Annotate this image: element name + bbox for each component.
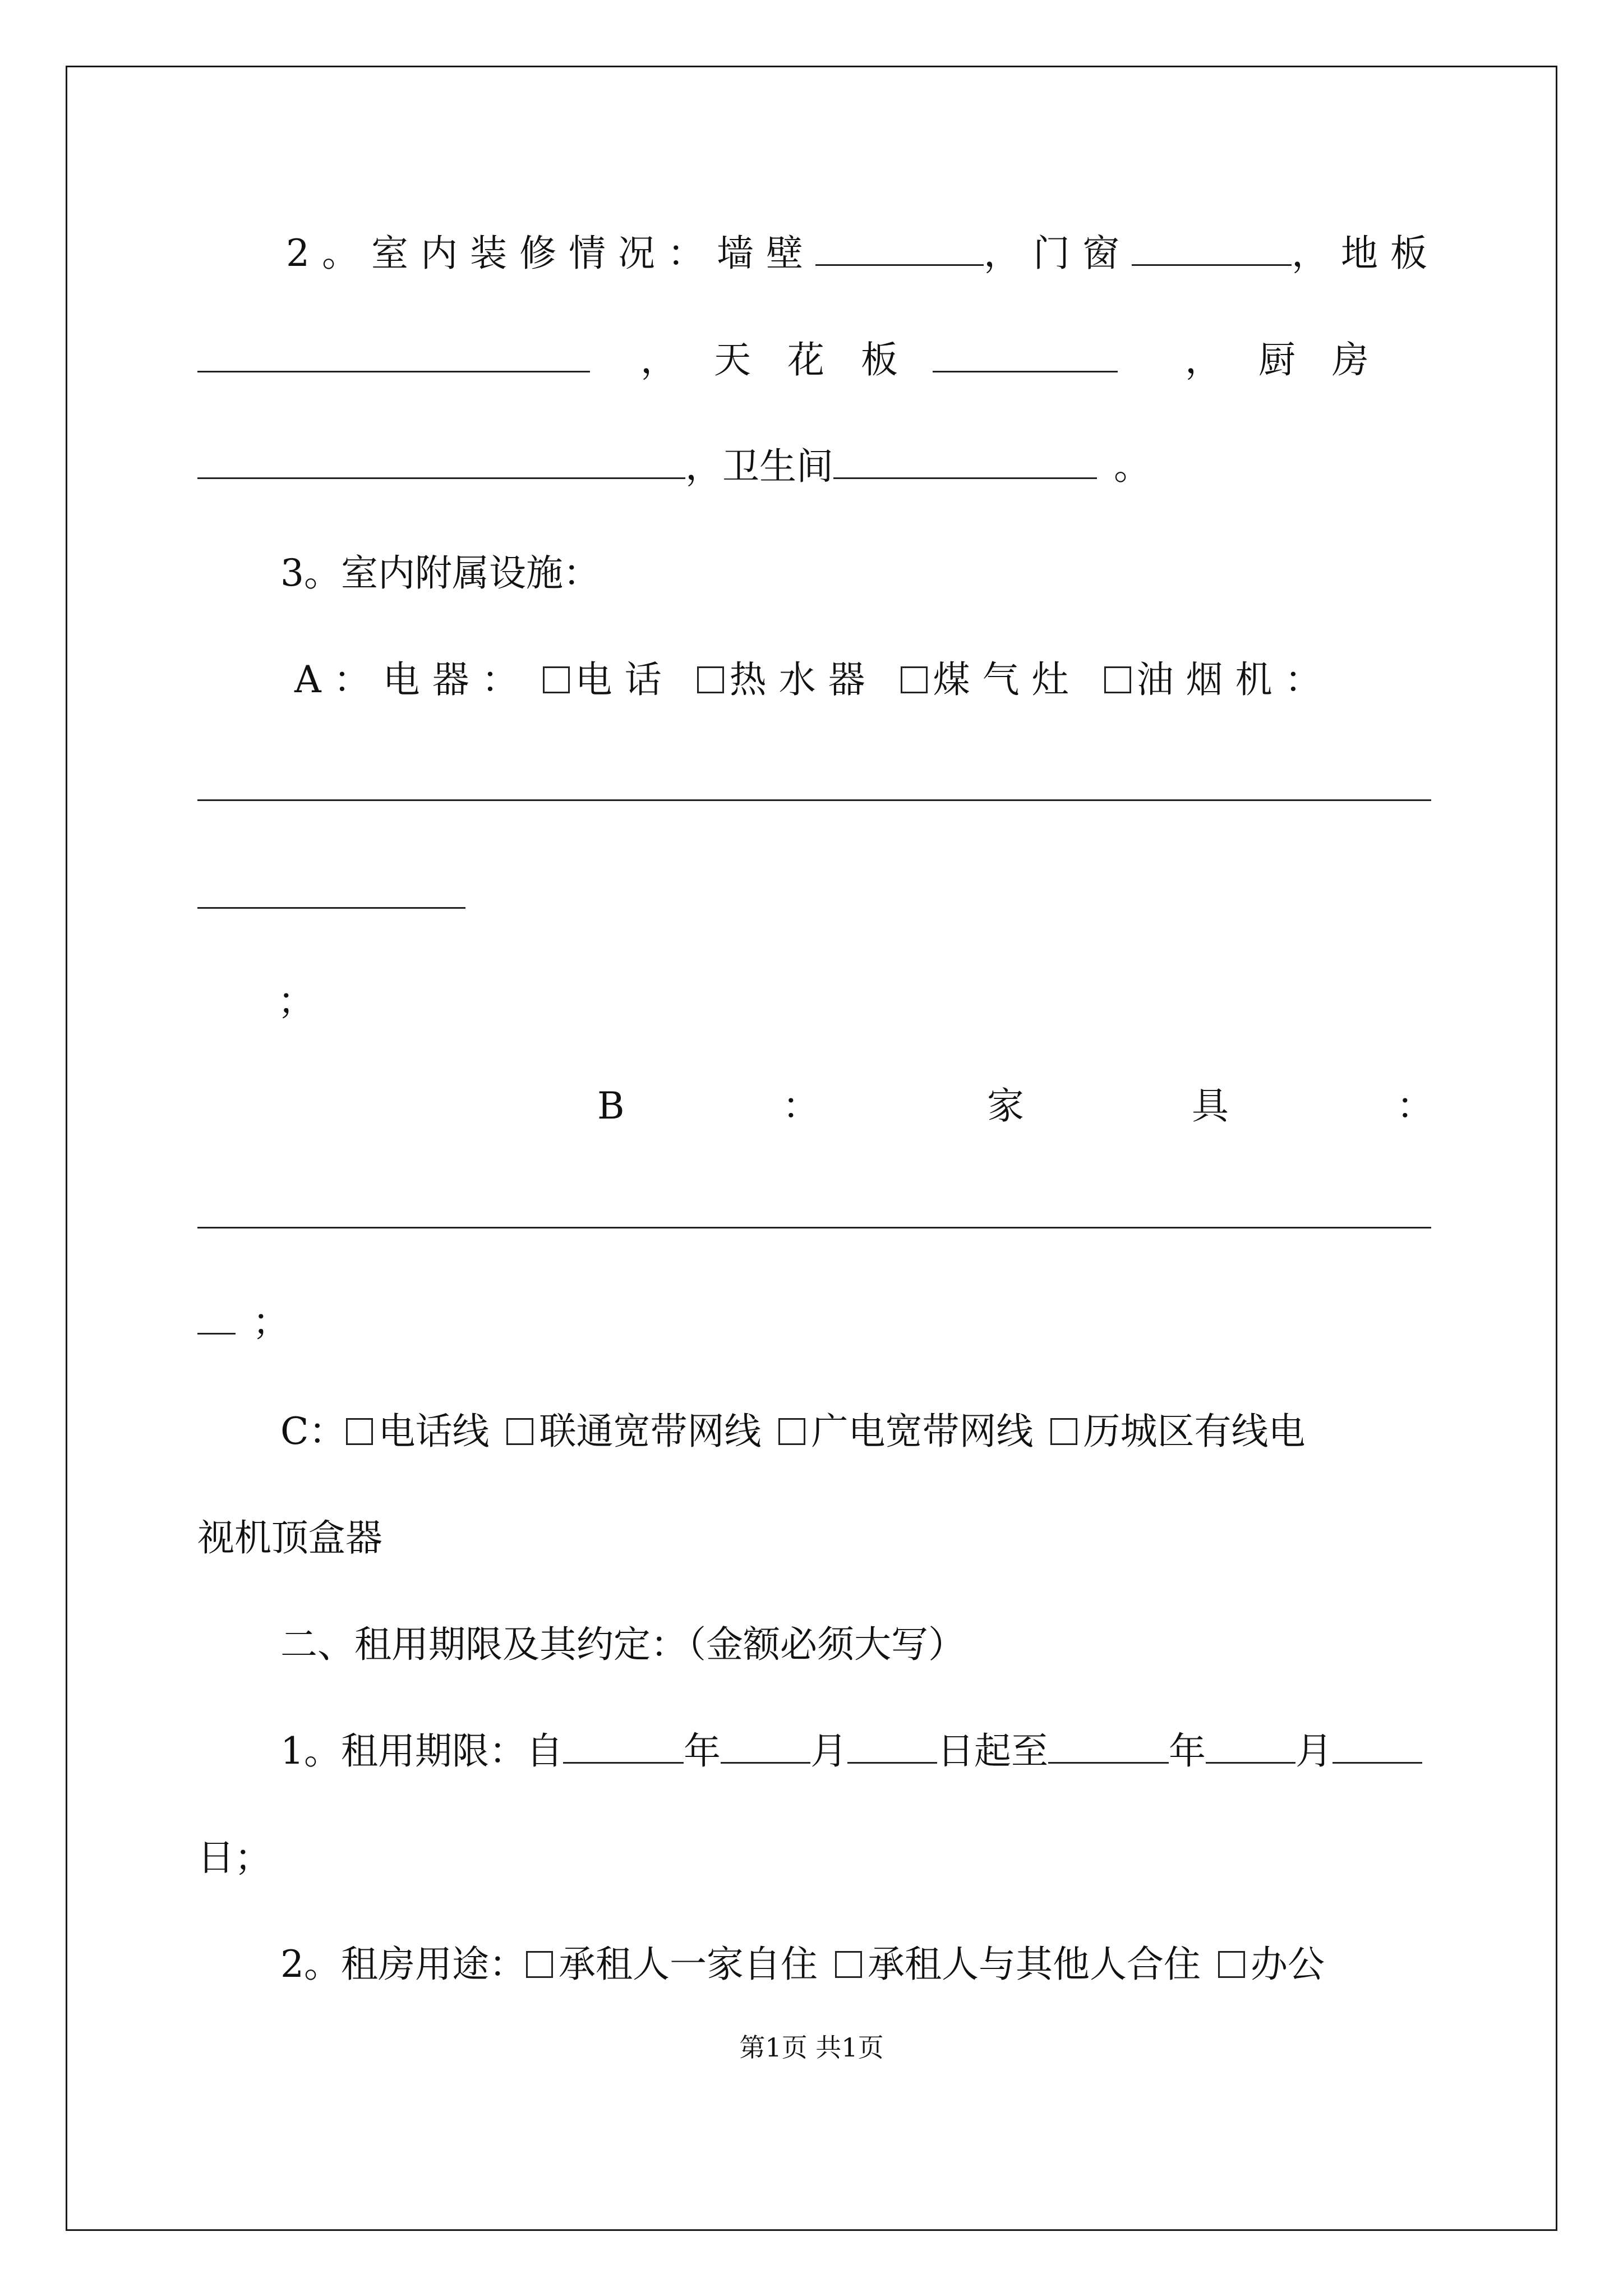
checkbox-range-hood[interactable] xyxy=(1104,666,1131,693)
blank-start-year[interactable] xyxy=(563,1729,684,1764)
cables-line xyxy=(280,1409,1305,1454)
text: 1。租用期限：自 xyxy=(280,1729,563,1773)
checkbox-label: 办公 xyxy=(1250,1943,1325,1986)
blank-bathroom[interactable] xyxy=(833,445,1097,479)
blank-start-day[interactable] xyxy=(847,1729,937,1764)
text: ，地板 xyxy=(1292,232,1440,275)
checkbox-water-heater[interactable] xyxy=(697,666,724,693)
cables-continued: 视机顶盒器 xyxy=(197,1516,382,1559)
appliances-label: A：电器： xyxy=(294,658,531,701)
blank-end-month[interactable] xyxy=(1206,1729,1295,1764)
appliances-line xyxy=(294,657,1334,702)
decoration-line-3 xyxy=(197,444,1151,489)
furniture-colon: ： xyxy=(782,1084,819,1128)
furniture-end xyxy=(197,1300,289,1345)
semicolon: ； xyxy=(252,1300,289,1343)
text: 年 xyxy=(1169,1729,1206,1773)
checkbox-label: 历城区有线电 xyxy=(1083,1410,1306,1453)
furniture-b: B xyxy=(597,1084,625,1128)
checkbox-label: 油烟机： xyxy=(1136,658,1334,701)
checkbox-phone-line[interactable] xyxy=(346,1418,373,1445)
furniture-jia: 家 xyxy=(987,1084,1024,1128)
blank-ceiling[interactable] xyxy=(933,338,1118,372)
section-title: 二、租用期限及其约定：（金额必须大写） xyxy=(280,1623,965,1666)
cables-label: C： xyxy=(280,1410,346,1453)
blank-kitchen[interactable] xyxy=(197,445,685,479)
furniture-ju: 具 xyxy=(1192,1084,1229,1128)
furniture-colon-2: ： xyxy=(1396,1084,1433,1128)
lease-term-line xyxy=(280,1729,1422,1774)
text: 月 xyxy=(810,1729,847,1773)
checkbox-label: 承租人与其他人合住 xyxy=(867,1943,1201,1986)
semicolon: ； xyxy=(278,979,315,1023)
checkbox-gas-stove[interactable] xyxy=(901,666,928,693)
blank-end-year[interactable] xyxy=(1048,1729,1169,1764)
checkbox-label: 煤气灶 xyxy=(933,658,1081,701)
checkbox-phone[interactable] xyxy=(543,666,570,693)
blank-start-month[interactable] xyxy=(721,1729,810,1764)
text: ， 天 花 板 xyxy=(640,338,910,381)
blank-line-furniture-2[interactable] xyxy=(197,1300,236,1335)
lease-term-end: 日； xyxy=(197,1836,271,1879)
text: 月 xyxy=(1295,1729,1332,1773)
checkbox-label: 广电宽带网线 xyxy=(811,1410,1034,1453)
text: 2。租房用途： xyxy=(280,1943,526,1986)
text: 年 xyxy=(684,1729,721,1773)
blank-wall[interactable] xyxy=(815,232,984,266)
text: 2。室内装修情况：墙壁 xyxy=(286,232,815,275)
checkbox-office-use[interactable] xyxy=(1218,1951,1245,1978)
page-border xyxy=(66,66,1557,2231)
checkbox-unicom-broadband[interactable] xyxy=(506,1418,533,1445)
facilities-title: 3。室内附属设施： xyxy=(280,551,600,595)
checkbox-label: 承租人一家自住 xyxy=(559,1943,818,1986)
checkbox-label: 联通宽带网线 xyxy=(539,1410,762,1453)
blank-end-day[interactable] xyxy=(1332,1729,1422,1764)
checkbox-label: 电话 xyxy=(575,658,674,701)
checkbox-label: 热水器 xyxy=(729,658,878,701)
blank-line-appliances-2[interactable] xyxy=(197,907,465,909)
checkbox-cable-tv[interactable] xyxy=(1050,1418,1077,1445)
decoration-line-2 xyxy=(197,338,1381,383)
text: ， 厨 房 xyxy=(1184,338,1381,381)
blank-floor[interactable] xyxy=(197,338,590,372)
blank-line-appliances[interactable] xyxy=(197,799,1431,801)
text: ，门窗 xyxy=(984,232,1132,275)
text: ，卫生间 xyxy=(685,445,833,488)
blank-line-furniture[interactable] xyxy=(197,1227,1431,1228)
checkbox-radio-tv-broadband[interactable] xyxy=(778,1418,805,1445)
blank-door-window[interactable] xyxy=(1132,232,1292,266)
checkbox-label: 电话线 xyxy=(378,1410,490,1453)
decoration-line xyxy=(286,231,1440,276)
checkbox-shared-use[interactable] xyxy=(835,1951,862,1978)
text: 。 xyxy=(1114,445,1151,488)
checkbox-family-use[interactable] xyxy=(526,1951,553,1978)
text: 日起至 xyxy=(937,1729,1048,1773)
page-footer: 第1页 共1页 xyxy=(739,2032,884,2063)
use-line xyxy=(280,1942,1325,1987)
